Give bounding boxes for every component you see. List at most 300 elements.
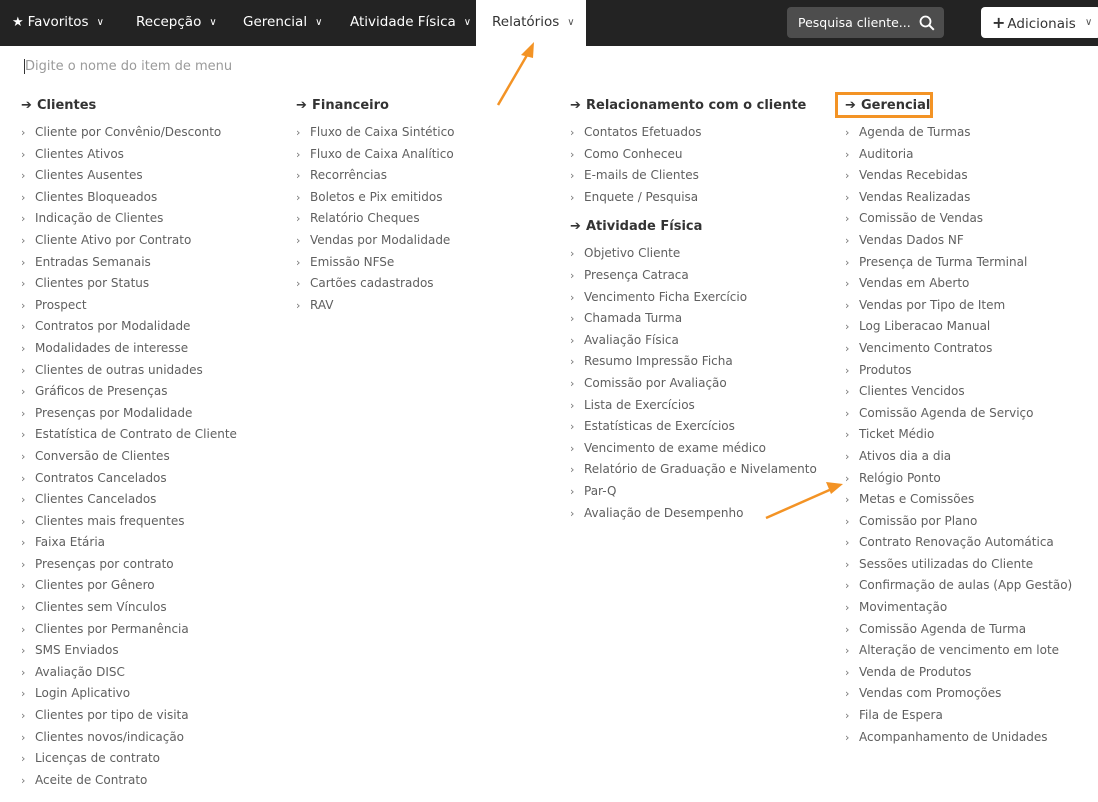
chevron-right-icon: › xyxy=(570,333,575,347)
menu-item-label: Contratos por Modalidade xyxy=(35,319,191,334)
menu-item[interactable] xyxy=(21,532,281,554)
chevron-right-icon: › xyxy=(845,557,850,571)
menu-item[interactable] xyxy=(21,165,281,187)
chevron-down-icon: ∨ xyxy=(315,17,323,28)
menu-item-label: Vencimento Contratos xyxy=(859,340,993,355)
chevron-right-icon: › xyxy=(845,536,850,550)
menu-item[interactable] xyxy=(21,511,281,533)
chevron-right-icon: › xyxy=(21,471,26,485)
chevron-right-icon: › xyxy=(570,355,575,369)
menu-item[interactable] xyxy=(845,273,1095,295)
menu-item-label: Recorrências xyxy=(310,168,388,183)
chevron-right-icon: › xyxy=(296,126,301,139)
client-search-placeholder: Pesquisa cliente... xyxy=(798,15,911,30)
chevron-right-icon: › xyxy=(21,622,26,636)
menu-item-label: Cartões cadastrados xyxy=(310,276,434,291)
nav-gerencial-label: Gerencial xyxy=(243,14,308,30)
nav-atividade-fisica-label: Atividade Física xyxy=(350,14,456,30)
chevron-right-icon: › xyxy=(21,147,26,161)
menu-item[interactable] xyxy=(21,316,281,338)
chevron-down-icon: ∨ xyxy=(96,17,104,28)
menu-item-label: RAV xyxy=(310,297,334,312)
menu-item-label: Vendas por Modalidade xyxy=(310,232,451,247)
chevron-right-icon: › xyxy=(21,557,26,571)
menu-item[interactable] xyxy=(570,416,830,438)
menu-item-label: Par-Q xyxy=(584,483,617,498)
section-title-label: Gerencial xyxy=(861,98,931,113)
menu-item-label: E-mails de Clientes xyxy=(584,168,699,183)
text-cursor xyxy=(24,59,25,74)
menu-item[interactable] xyxy=(21,230,281,252)
menu-item[interactable] xyxy=(296,295,556,317)
chevron-right-icon: › xyxy=(21,255,26,269)
chevron-right-icon: › xyxy=(296,277,301,291)
menu-item[interactable] xyxy=(845,511,1095,533)
arrow-right-icon: ➔ xyxy=(296,98,307,113)
menu-item[interactable] xyxy=(21,403,281,425)
chevron-right-icon: › xyxy=(845,514,850,528)
chevron-right-icon: › xyxy=(21,514,26,528)
chevron-right-icon: › xyxy=(21,169,26,183)
chevron-right-icon: › xyxy=(845,644,850,658)
chevron-right-icon: › xyxy=(570,441,575,455)
chevron-right-icon: › xyxy=(845,255,850,269)
chevron-right-icon: › xyxy=(21,212,26,226)
menu-item[interactable] xyxy=(570,330,830,352)
chevron-right-icon: › xyxy=(570,247,575,261)
menu-item-label: Venda de Produtos xyxy=(859,664,972,679)
chevron-right-icon: › xyxy=(570,376,575,390)
chevron-right-icon: › xyxy=(570,290,575,304)
menu-item-label: Vendas por Tipo de Item xyxy=(859,297,1006,312)
menu-item-label: Clientes novos/indicação xyxy=(35,729,185,744)
menu-item-label: Contrato Renovação Automática xyxy=(859,535,1054,550)
menu-item-label: Cliente Ativo por Contrato xyxy=(35,232,192,247)
menu-item-label: Enquete / Pesquisa xyxy=(584,189,699,204)
menu-item[interactable] xyxy=(296,208,556,230)
menu-item[interactable] xyxy=(21,360,281,382)
section-title-label: Atividade Física xyxy=(586,219,703,235)
menu-item[interactable] xyxy=(570,351,830,373)
chevron-right-icon: › xyxy=(845,665,850,679)
menu-item-label: Agenda de Turmas xyxy=(859,125,971,139)
menu-item-label: Confirmação de aulas (App Gestão) xyxy=(859,578,1073,593)
menu-item[interactable] xyxy=(21,122,281,144)
chevron-right-icon: › xyxy=(845,298,850,312)
menu-item-label: Comissão Agenda de Serviço xyxy=(859,405,1034,420)
menu-item[interactable] xyxy=(845,727,1095,749)
chevron-right-icon: › xyxy=(570,484,575,498)
menu-item[interactable] xyxy=(570,373,830,395)
chevron-right-icon: › xyxy=(845,449,850,463)
menu-item-label: Chamada Turma xyxy=(584,311,683,326)
menu-item[interactable] xyxy=(845,144,1095,166)
chevron-right-icon: › xyxy=(845,147,850,161)
menu-item[interactable] xyxy=(296,230,556,252)
menu-item-label: Comissão por Plano xyxy=(859,513,978,528)
chevron-right-icon: › xyxy=(570,126,575,139)
menu-item-label: Acompanhamento de Unidades xyxy=(859,729,1048,744)
menu-item-label: Clientes mais frequentes xyxy=(35,513,185,528)
menu-item[interactable] xyxy=(845,230,1095,252)
chevron-right-icon: › xyxy=(845,320,850,334)
chevron-right-icon: › xyxy=(845,233,850,247)
chevron-right-icon: › xyxy=(21,126,26,139)
chevron-right-icon: › xyxy=(845,579,850,593)
chevron-right-icon: › xyxy=(21,773,26,787)
menu-item[interactable] xyxy=(845,446,1095,468)
menu-item[interactable] xyxy=(21,597,281,619)
menu-item[interactable] xyxy=(21,273,281,295)
menu-item-label: Produtos xyxy=(859,362,912,377)
menu-item[interactable] xyxy=(21,727,281,749)
menu-item[interactable] xyxy=(845,122,1095,144)
menu-item-label: Gráficos de Presenças xyxy=(35,384,168,399)
menu-item-label: Comissão Agenda de Turma xyxy=(859,621,1027,636)
menu-item-label: Comissão por Avaliação xyxy=(584,375,727,390)
menu-item-label: Clientes por tipo de visita xyxy=(35,708,189,723)
arrow-right-icon: ➔ xyxy=(570,219,581,235)
menu-item[interactable] xyxy=(296,165,556,187)
chevron-right-icon: › xyxy=(21,298,26,312)
menu-item-label: Prospect xyxy=(35,297,87,312)
menu-item[interactable] xyxy=(570,395,830,417)
chevron-right-icon: › xyxy=(21,752,26,766)
top-nav-bar xyxy=(0,0,1098,46)
nav-recepcao[interactable] xyxy=(136,0,217,46)
client-search-input[interactable] xyxy=(787,7,944,38)
section-title-financeiro xyxy=(296,95,556,116)
nav-relatorios[interactable] xyxy=(476,0,586,46)
chevron-right-icon: › xyxy=(21,277,26,291)
menu-item-label: Comissão de Vendas xyxy=(859,211,984,226)
menu-item-label: Metas e Comissões xyxy=(859,492,975,507)
menu-item-label: Relatório de Graduação e Nivelamento xyxy=(584,462,817,477)
chevron-right-icon: › xyxy=(21,190,26,204)
menu-item[interactable] xyxy=(845,705,1095,727)
chevron-right-icon: › xyxy=(21,687,26,701)
nav-gerencial[interactable] xyxy=(243,0,322,46)
menu-item[interactable] xyxy=(845,381,1095,403)
chevron-down-icon: ∨ xyxy=(1085,17,1093,28)
chevron-right-icon: › xyxy=(845,341,850,355)
arrow-right-icon: ➔ xyxy=(845,98,856,113)
chevron-right-icon: › xyxy=(845,601,850,615)
chevron-right-icon: › xyxy=(21,428,26,442)
arrow-right-icon: ➔ xyxy=(21,98,32,113)
chevron-right-icon: › xyxy=(845,406,850,420)
menu-item[interactable] xyxy=(845,187,1095,209)
menu-item-label: Fluxo de Caixa Analítico xyxy=(310,146,454,161)
menu-item-label: Avaliação Física xyxy=(584,332,679,347)
menu-item-label: Clientes Bloqueados xyxy=(35,189,158,204)
menu-item[interactable] xyxy=(21,554,281,576)
adicionais-button[interactable] xyxy=(981,7,1098,38)
chevron-right-icon: › xyxy=(570,463,575,477)
menu-item[interactable] xyxy=(21,252,281,274)
menu-item[interactable] xyxy=(845,403,1095,425)
menu-item[interactable] xyxy=(845,683,1095,705)
menu-item[interactable] xyxy=(21,338,281,360)
menu-item[interactable] xyxy=(21,468,281,490)
chevron-right-icon: › xyxy=(845,493,850,507)
chevron-right-icon: › xyxy=(21,341,26,355)
menu-list-clientes xyxy=(21,122,281,791)
menu-item[interactable] xyxy=(845,640,1095,662)
chevron-right-icon: › xyxy=(296,298,301,312)
menu-item-label: Vendas Realizadas xyxy=(859,189,971,204)
annotation-highlight-box xyxy=(835,92,933,118)
menu-item[interactable] xyxy=(845,360,1095,382)
chevron-right-icon: › xyxy=(21,665,26,679)
chevron-right-icon: › xyxy=(570,420,575,434)
chevron-right-icon: › xyxy=(845,730,850,744)
menu-item-label: Entradas Semanais xyxy=(35,254,151,269)
menu-item-label: Clientes sem Vínculos xyxy=(35,600,167,615)
section-title-relacionamento xyxy=(570,95,830,116)
menu-item-label: Aceite de Contrato xyxy=(35,772,148,787)
menu-list-relacionamento xyxy=(570,122,830,208)
menu-item-label: Vendas com Promoções xyxy=(859,686,1002,701)
menu-item[interactable] xyxy=(845,165,1095,187)
menu-item-label: Objetivo Cliente xyxy=(584,246,681,261)
menu-item-label: Avaliação DISC xyxy=(35,664,125,679)
menu-item-label: Fila de Espera xyxy=(859,708,943,723)
menu-item-label: Boletos e Pix emitidos xyxy=(310,189,443,204)
menu-item-label: Clientes por Permanência xyxy=(35,621,189,636)
chevron-right-icon: › xyxy=(21,320,26,334)
chevron-right-icon: › xyxy=(21,493,26,507)
chevron-right-icon: › xyxy=(845,169,850,183)
menu-item[interactable] xyxy=(21,446,281,468)
menu-item[interactable] xyxy=(21,424,281,446)
menu-item-label: Resumo Impressão Ficha xyxy=(584,354,733,369)
menu-item-label: Presença de Turma Terminal xyxy=(859,254,1028,269)
menu-item[interactable] xyxy=(21,295,281,317)
nav-favoritos-label: Favoritos xyxy=(27,14,89,30)
nav-relatorios-label: Relatórios xyxy=(492,14,560,30)
chevron-right-icon: › xyxy=(296,233,301,247)
chevron-right-icon: › xyxy=(845,277,850,291)
chevron-right-icon: › xyxy=(570,398,575,412)
menu-column-relacionamento xyxy=(570,95,830,524)
chevron-right-icon: › xyxy=(21,536,26,550)
menu-item[interactable] xyxy=(845,619,1095,641)
menu-item[interactable] xyxy=(845,489,1095,511)
menu-column-gerencial xyxy=(845,95,1095,748)
search-icon xyxy=(919,15,935,31)
chevron-right-icon: › xyxy=(845,709,850,723)
menu-list-financeiro xyxy=(296,122,556,316)
menu-item[interactable] xyxy=(296,273,556,295)
menu-item[interactable] xyxy=(21,619,281,641)
menu-item[interactable] xyxy=(845,575,1095,597)
menu-item-label: Auditoria xyxy=(859,146,914,161)
nav-favoritos[interactable] xyxy=(12,0,104,46)
menu-item[interactable] xyxy=(845,532,1095,554)
menu-item[interactable] xyxy=(296,187,556,209)
chevron-right-icon: › xyxy=(845,212,850,226)
menu-item[interactable] xyxy=(21,575,281,597)
nav-recepcao-label: Recepção xyxy=(136,14,202,30)
chevron-right-icon: › xyxy=(21,363,26,377)
menu-item[interactable] xyxy=(570,481,830,503)
menu-item-label: Estatística de Contrato de Cliente xyxy=(35,427,237,442)
menu-item-label: Faixa Etária xyxy=(35,535,106,550)
menu-item[interactable] xyxy=(845,554,1095,576)
chevron-right-icon: › xyxy=(570,506,575,520)
menu-list-gerencial xyxy=(845,122,1095,748)
menu-item-label: Movimentação xyxy=(859,600,948,615)
menu-item-label: Vendas Dados NF xyxy=(859,232,964,247)
section-title-atividade-fisica xyxy=(570,216,830,237)
menu-item-label: Clientes por Gênero xyxy=(35,578,155,593)
menu-item-label: Relatório Cheques xyxy=(310,211,420,226)
section-title-label: Financeiro xyxy=(312,98,389,113)
menu-item-label: Clientes Cancelados xyxy=(35,492,157,507)
chevron-down-icon: ∨ xyxy=(209,17,217,28)
menu-item-label: Modalidades de interesse xyxy=(35,340,189,355)
menu-item-label: Vendas em Aberto xyxy=(859,276,970,291)
menu-column-financeiro xyxy=(296,95,556,316)
menu-item[interactable] xyxy=(21,208,281,230)
menu-item[interactable] xyxy=(21,770,281,792)
chevron-right-icon: › xyxy=(296,169,301,183)
menu-item-label: Login Aplicativo xyxy=(35,686,131,701)
chevron-down-icon: ∨ xyxy=(567,17,575,28)
menu-item-label: SMS Enviados xyxy=(35,643,119,658)
menu-item[interactable] xyxy=(570,459,830,481)
chevron-right-icon: › xyxy=(21,644,26,658)
menu-item[interactable] xyxy=(21,489,281,511)
menu-item-label: Vencimento de exame médico xyxy=(584,440,767,455)
menu-item[interactable] xyxy=(296,144,556,166)
menu-item[interactable] xyxy=(570,503,830,525)
chevron-right-icon: › xyxy=(845,471,850,485)
menu-item-label: Sessões utilizadas do Cliente xyxy=(859,556,1034,571)
chevron-right-icon: › xyxy=(296,212,301,226)
chevron-right-icon: › xyxy=(296,147,301,161)
chevron-right-icon: › xyxy=(21,406,26,420)
chevron-right-icon: › xyxy=(845,363,850,377)
menu-item-label: Licenças de contrato xyxy=(35,751,161,766)
menu-item-label: Clientes por Status xyxy=(35,276,150,291)
menu-item[interactable] xyxy=(570,122,830,144)
menu-item-label: Emissão NFSe xyxy=(310,254,395,269)
menu-item[interactable] xyxy=(570,165,830,187)
chevron-right-icon: › xyxy=(21,730,26,744)
nav-atividade-fisica[interactable] xyxy=(350,0,471,46)
menu-item-label: Estatísticas de Exercícios xyxy=(584,419,735,434)
arrow-right-icon: ➔ xyxy=(570,98,581,113)
menu-item[interactable] xyxy=(21,381,281,403)
menu-item-label: Relógio Ponto xyxy=(859,470,941,485)
menu-item-label: Presenças por Modalidade xyxy=(35,405,193,420)
menu-item-label: Clientes de outras unidades xyxy=(35,362,203,377)
chevron-right-icon: › xyxy=(570,268,575,282)
menu-item[interactable] xyxy=(21,187,281,209)
menu-item-label: Alteração de vencimento em lote xyxy=(859,643,1060,658)
adicionais-label: Adicionais xyxy=(1007,16,1076,32)
menu-item[interactable] xyxy=(21,683,281,705)
chevron-right-icon: › xyxy=(845,428,850,442)
menu-item[interactable] xyxy=(570,438,830,460)
menu-item[interactable] xyxy=(845,468,1095,490)
menu-item-label: Ativos dia a dia xyxy=(859,448,952,463)
menu-item[interactable] xyxy=(845,295,1095,317)
menu-item-label: Avaliação de Desempenho xyxy=(584,505,744,520)
chevron-right-icon: › xyxy=(21,709,26,723)
menu-item[interactable] xyxy=(845,252,1095,274)
menu-item-label: Indicação de Clientes xyxy=(35,211,164,226)
chevron-right-icon: › xyxy=(296,255,301,269)
menu-item[interactable] xyxy=(845,338,1095,360)
chevron-right-icon: › xyxy=(570,190,575,204)
menu-item[interactable] xyxy=(21,662,281,684)
menu-item-label: Como Conheceu xyxy=(584,146,683,161)
section-title-clientes xyxy=(21,95,281,116)
menu-item[interactable] xyxy=(570,265,830,287)
star-icon: ★ xyxy=(12,15,24,30)
chevron-right-icon: › xyxy=(845,190,850,204)
menu-item[interactable] xyxy=(845,662,1095,684)
menu-item[interactable] xyxy=(296,122,556,144)
menu-item-label: Presenças por contrato xyxy=(35,556,174,571)
menu-item[interactable] xyxy=(570,187,830,209)
menu-item[interactable] xyxy=(21,640,281,662)
menu-item-label: Clientes Vencidos xyxy=(859,384,965,399)
menu-item-label: Fluxo de Caixa Sintético xyxy=(310,125,455,139)
chevron-right-icon: › xyxy=(21,385,26,399)
menu-item-label: Cliente por Convênio/Desconto xyxy=(35,125,222,139)
menu-item[interactable] xyxy=(570,243,830,265)
menu-item[interactable] xyxy=(845,424,1095,446)
menu-item-label: Contatos Efetuados xyxy=(584,125,702,139)
menu-item[interactable] xyxy=(570,144,830,166)
menu-item[interactable] xyxy=(570,287,830,309)
menu-item-label: Log Liberacao Manual xyxy=(859,319,991,334)
chevron-right-icon: › xyxy=(21,449,26,463)
menu-item-label: Vendas Recebidas xyxy=(859,168,968,183)
plus-icon: + xyxy=(992,13,1006,32)
chevron-right-icon: › xyxy=(570,312,575,326)
menu-item-label: Presença Catraca xyxy=(584,267,689,282)
section-title-label: Relacionamento com o cliente xyxy=(586,98,807,113)
menu-column-clientes xyxy=(21,95,281,791)
menu-list-atividade-fisica xyxy=(570,243,830,524)
menu-item-label: Lista de Exercícios xyxy=(584,397,695,412)
chevron-right-icon: › xyxy=(845,126,850,139)
menu-item[interactable] xyxy=(21,144,281,166)
chevron-right-icon: › xyxy=(570,147,575,161)
section-title-label: Clientes xyxy=(37,98,97,113)
menu-item[interactable] xyxy=(21,748,281,770)
menu-item[interactable] xyxy=(845,208,1095,230)
menu-item[interactable] xyxy=(296,252,556,274)
menu-item[interactable] xyxy=(845,597,1095,619)
menu-item-label: Ticket Médio xyxy=(859,427,935,442)
menu-item[interactable] xyxy=(845,316,1095,338)
menu-filter-input[interactable] xyxy=(22,56,325,76)
chevron-right-icon: › xyxy=(296,190,301,204)
menu-item[interactable] xyxy=(570,308,830,330)
menu-item-label: Conversão de Clientes xyxy=(35,448,170,463)
menu-item[interactable] xyxy=(21,705,281,727)
chevron-right-icon: › xyxy=(845,622,850,636)
chevron-right-icon: › xyxy=(21,601,26,615)
chevron-right-icon: › xyxy=(570,169,575,183)
menu-item-label: Contratos Cancelados xyxy=(35,470,167,485)
